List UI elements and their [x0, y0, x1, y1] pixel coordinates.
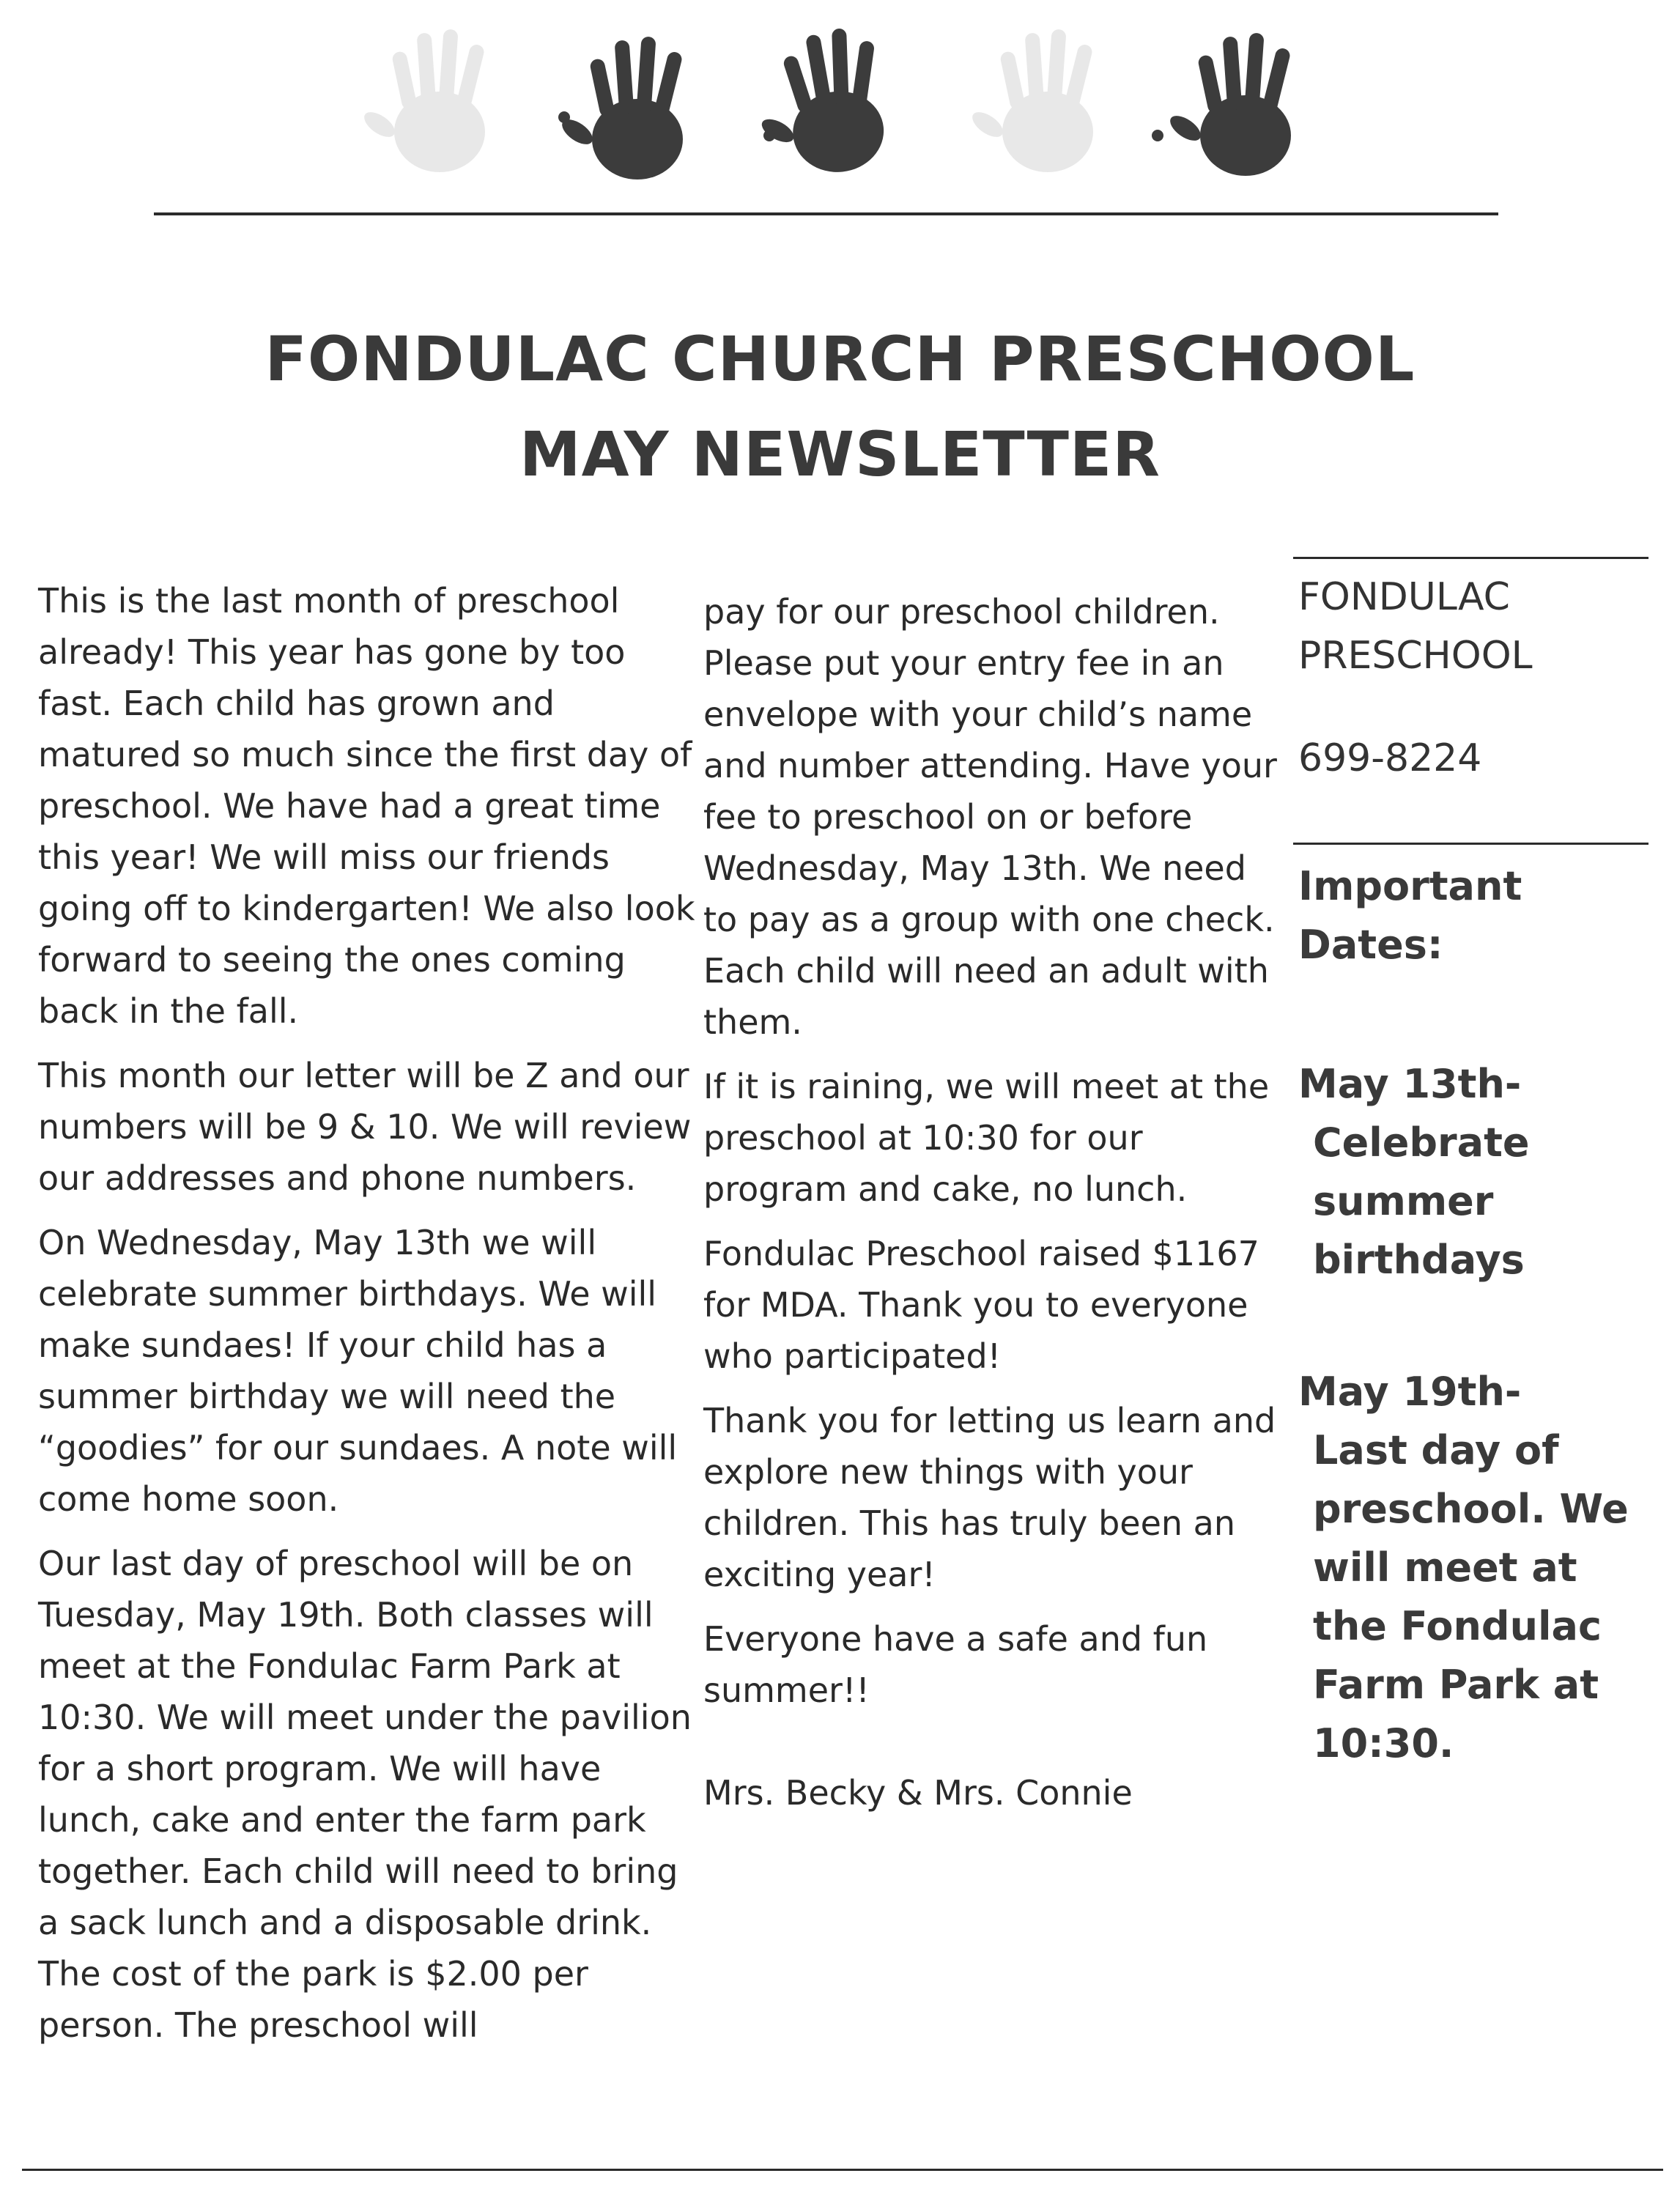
event-description: Last day of preschool. We will meet at the Fondulac Farm Park at 10:30. [1313, 1427, 1629, 1766]
column-left [38, 575, 701, 2064]
faint-handprint-icon [360, 29, 485, 172]
bottom-divider [22, 2169, 1311, 2171]
signature: Mrs. Becky & Mrs. Connie [703, 1773, 1133, 1813]
sidebar-phone: 699-8224 [1298, 736, 1482, 780]
handprint-icon [1166, 32, 1291, 176]
newsletter-subtitle: MAY NEWSLETTER [519, 418, 1161, 490]
handprints-decoration [0, 0, 1680, 198]
paragraph-intro: This is the last month of preschool already! This year has gone by too fast. Each child has grown and matured so much since the first day of preschool. We have had a great time this year! We will miss our friends going off to kindergarten! We also look forward to seeing the ones coming back in the fall. [38, 581, 695, 1031]
paragraph-letter-numbers: This month our letter will be Z and our numbers will be 9 & 10. We will review our addresses and phone numbers. [38, 1056, 692, 1198]
event-description: Celebrate summer birthdays [1313, 1120, 1530, 1283]
paragraph-last-day: Our last day of preschool will be on Tuesday, May 19th. Both classes will meet at the Fondulac Farm Park at 10:30. We will meet under the pavilion for a short program. We will have lunch, cake and enter the farm park together. Each child will need to bring a sack lunch and a disposable drink. The cost of the park is $2.00 per person. The preschool will [38, 1544, 692, 2045]
paragraph-summer: Everyone have a safe and fun summer!! [703, 1619, 1208, 1710]
paragraph-rain: If it is raining, we will meet at the preschool at 10:30 for our program and cake, no lunch. [703, 1067, 1270, 1209]
top-divider [154, 212, 1498, 215]
paragraph-thanks: Thank you for letting us learn and explore new things with your children. This has truly been an exciting year! [703, 1401, 1276, 1594]
newsletter-title: FONDULAC CHURCH PRESCHOOL [264, 323, 1416, 395]
paragraph-birthdays: On Wednesday, May 13th we will celebrate summer birthdays. We will make sundaes! If your child has a summer birthday we will need the “goodies” for our sundaes. A note will come home soon. [38, 1223, 678, 1519]
bottom-divider-right [1311, 2169, 1663, 2171]
sidebar [1298, 568, 1665, 788]
sidebar-mid-divider [1293, 843, 1648, 845]
paragraph-fee: pay for our preschool children. Please put your entry fee in an envelope with your child’s name and number attending. Have your fee to preschool on or before Wednesday, May 13th. We need to pay as a group with one check. Each child will need an adult with them. [703, 592, 1277, 1042]
important-dates-heading: Important Dates: [1298, 863, 1522, 968]
faint-handprint-icon [968, 29, 1093, 172]
event-date: May 19th- [1298, 1369, 1522, 1415]
handprint-icon [749, 24, 889, 180]
sidebar-org-name: FONDULAC PRESCHOOL [1298, 575, 1533, 678]
handprint-icon [558, 36, 683, 180]
sidebar-dates [1298, 857, 1665, 1773]
paragraph-mda: Fondulac Preschool raised $1167 for MDA. Thank you to everyone who participated! [703, 1234, 1259, 1376]
column-middle [703, 586, 1282, 1832]
event-date: May 13th- [1298, 1061, 1522, 1107]
sidebar-top-divider [1293, 557, 1648, 559]
